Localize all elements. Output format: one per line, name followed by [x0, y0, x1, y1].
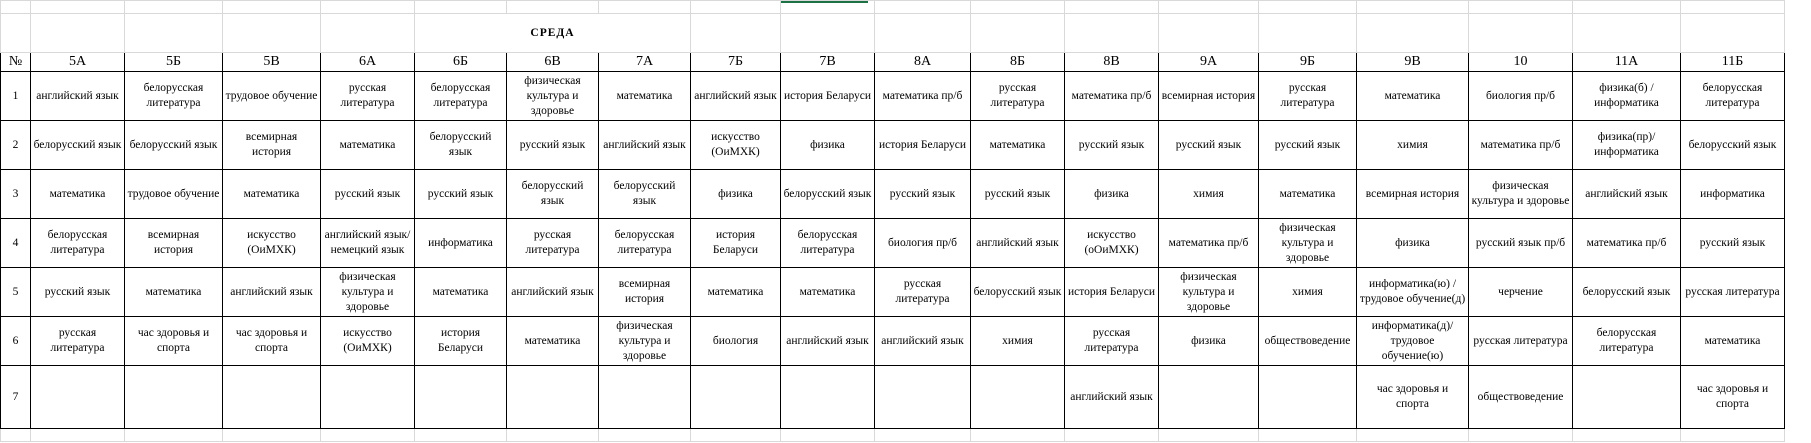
- empty-cell[interactable]: [971, 429, 1065, 442]
- lesson-cell[interactable]: белорусский язык: [971, 268, 1065, 317]
- class-header[interactable]: 5Б: [125, 53, 223, 72]
- lesson-cell[interactable]: история Беларуси: [781, 72, 875, 121]
- empty-cell[interactable]: [415, 1, 507, 14]
- lesson-cell[interactable]: английский язык: [691, 72, 781, 121]
- lesson-cell[interactable]: белорусский язык: [781, 170, 875, 219]
- lesson-cell[interactable]: физическая культура и здоровье: [507, 72, 599, 121]
- lesson-cell[interactable]: физика: [781, 121, 875, 170]
- class-header[interactable]: 9Б: [1259, 53, 1357, 72]
- lesson-cell[interactable]: русская литература: [507, 219, 599, 268]
- empty-cell[interactable]: [1065, 1, 1159, 14]
- day-title[interactable]: СРЕДА: [415, 14, 691, 53]
- lesson-number[interactable]: 6: [1, 317, 31, 366]
- class-header[interactable]: 6В: [507, 53, 599, 72]
- lesson-cell[interactable]: информатика: [415, 219, 507, 268]
- lesson-cell[interactable]: всемирная история: [1357, 170, 1469, 219]
- lesson-cell[interactable]: биология пр/б: [1469, 72, 1573, 121]
- lesson-cell[interactable]: химия: [1259, 268, 1357, 317]
- empty-cell[interactable]: [1159, 1, 1259, 14]
- lesson-cell[interactable]: белорусская литература: [599, 219, 691, 268]
- lesson-cell[interactable]: русская литература: [875, 268, 971, 317]
- lesson-cell[interactable]: [415, 366, 507, 429]
- empty-cell[interactable]: [507, 429, 599, 442]
- lesson-cell[interactable]: математика: [321, 121, 415, 170]
- lesson-cell[interactable]: английский язык: [1065, 366, 1159, 429]
- lesson-cell[interactable]: русская литература: [321, 72, 415, 121]
- lesson-cell[interactable]: белорусская литература: [1681, 72, 1785, 121]
- lesson-cell[interactable]: [599, 366, 691, 429]
- class-header[interactable]: 7А: [599, 53, 691, 72]
- empty-cell[interactable]: [1469, 429, 1573, 442]
- lesson-number[interactable]: 7: [1, 366, 31, 429]
- empty-cell[interactable]: [1681, 429, 1785, 442]
- lesson-cell[interactable]: математика пр/б: [1573, 219, 1681, 268]
- lesson-cell[interactable]: история Беларуси: [691, 219, 781, 268]
- lesson-cell[interactable]: история Беларуси: [875, 121, 971, 170]
- lesson-cell[interactable]: [31, 366, 125, 429]
- lesson-cell[interactable]: русская литература: [31, 317, 125, 366]
- class-header[interactable]: 8Б: [971, 53, 1065, 72]
- lesson-cell[interactable]: всемирная история: [599, 268, 691, 317]
- lesson-cell[interactable]: русский язык: [31, 268, 125, 317]
- lesson-cell[interactable]: трудовое обучение: [223, 72, 321, 121]
- lesson-cell[interactable]: английский язык: [599, 121, 691, 170]
- lesson-cell[interactable]: английский язык: [1573, 170, 1681, 219]
- lesson-cell[interactable]: искусство (ОиМХК): [223, 219, 321, 268]
- empty-cell[interactable]: [31, 14, 125, 53]
- empty-cell[interactable]: [971, 14, 1065, 53]
- lesson-number[interactable]: 2: [1, 121, 31, 170]
- lesson-cell[interactable]: всемирная история: [223, 121, 321, 170]
- empty-cell[interactable]: [223, 1, 321, 14]
- empty-cell[interactable]: [1681, 1, 1785, 14]
- lesson-cell[interactable]: всемирная история: [125, 219, 223, 268]
- empty-cell[interactable]: [1573, 429, 1681, 442]
- lesson-cell[interactable]: информатика: [1681, 170, 1785, 219]
- lesson-cell[interactable]: физика: [1159, 317, 1259, 366]
- lesson-cell[interactable]: физика(б) /информатика: [1573, 72, 1681, 121]
- lesson-cell[interactable]: русская литература: [1469, 317, 1573, 366]
- lesson-cell[interactable]: русская литература: [1681, 268, 1785, 317]
- lesson-cell[interactable]: история Беларуси: [1065, 268, 1159, 317]
- class-header[interactable]: 7Б: [691, 53, 781, 72]
- lesson-cell[interactable]: математика: [781, 268, 875, 317]
- lesson-cell[interactable]: английский язык: [31, 72, 125, 121]
- empty-cell[interactable]: [1357, 1, 1469, 14]
- lesson-cell[interactable]: физическая культура и здоровье: [1469, 170, 1573, 219]
- lesson-cell[interactable]: белорусская литература: [415, 72, 507, 121]
- empty-cell[interactable]: [971, 1, 1065, 14]
- lesson-cell[interactable]: химия: [1159, 170, 1259, 219]
- lesson-cell[interactable]: искусство (ОиМХК): [321, 317, 415, 366]
- lesson-cell[interactable]: [971, 366, 1065, 429]
- lesson-cell[interactable]: русский язык: [1065, 121, 1159, 170]
- lesson-cell[interactable]: физическая культура и здоровье: [1159, 268, 1259, 317]
- lesson-cell[interactable]: белорусская литература: [781, 219, 875, 268]
- lesson-cell[interactable]: русский язык: [1159, 121, 1259, 170]
- lesson-cell[interactable]: математика пр/б: [875, 72, 971, 121]
- lesson-cell[interactable]: математика: [223, 170, 321, 219]
- empty-cell[interactable]: [1159, 14, 1259, 53]
- lesson-cell[interactable]: математика: [1681, 317, 1785, 366]
- class-header[interactable]: 7В: [781, 53, 875, 72]
- lesson-cell[interactable]: белорусский язык: [31, 121, 125, 170]
- lesson-cell[interactable]: физическая культура и здоровье: [599, 317, 691, 366]
- lesson-cell[interactable]: белорусский язык: [1681, 121, 1785, 170]
- empty-cell[interactable]: [1259, 14, 1357, 53]
- lesson-number[interactable]: 1: [1, 72, 31, 121]
- lesson-cell[interactable]: белорусская литература: [125, 72, 223, 121]
- empty-cell[interactable]: [1159, 429, 1259, 442]
- number-header[interactable]: №: [1, 53, 31, 72]
- empty-cell[interactable]: [223, 429, 321, 442]
- lesson-cell[interactable]: математика пр/б: [1159, 219, 1259, 268]
- lesson-cell[interactable]: час здоровья и спорта: [1681, 366, 1785, 429]
- lesson-cell[interactable]: математика пр/б: [1469, 121, 1573, 170]
- lesson-cell[interactable]: час здоровья и спорта: [1357, 366, 1469, 429]
- lesson-cell[interactable]: русская литература: [1065, 317, 1159, 366]
- lesson-cell[interactable]: белорусский язык: [599, 170, 691, 219]
- lesson-cell[interactable]: русский язык пр/б: [1469, 219, 1573, 268]
- lesson-cell[interactable]: русская литература: [1259, 72, 1357, 121]
- lesson-number[interactable]: 3: [1, 170, 31, 219]
- empty-cell[interactable]: [691, 1, 781, 14]
- lesson-cell[interactable]: русский язык: [321, 170, 415, 219]
- lesson-cell[interactable]: русский язык: [971, 170, 1065, 219]
- lesson-cell[interactable]: физика: [691, 170, 781, 219]
- lesson-cell[interactable]: [1259, 366, 1357, 429]
- empty-cell[interactable]: [321, 429, 415, 442]
- empty-cell[interactable]: [321, 14, 415, 53]
- lesson-cell[interactable]: час здоровья и спорта: [223, 317, 321, 366]
- lesson-cell[interactable]: всемирная история: [1159, 72, 1259, 121]
- lesson-cell[interactable]: математика: [599, 72, 691, 121]
- empty-cell[interactable]: [1065, 429, 1159, 442]
- lesson-cell[interactable]: белорусский язык: [415, 121, 507, 170]
- empty-cell[interactable]: [125, 14, 223, 53]
- lesson-cell[interactable]: русская литература: [971, 72, 1065, 121]
- lesson-cell[interactable]: английский язык: [971, 219, 1065, 268]
- lesson-cell[interactable]: [507, 366, 599, 429]
- lesson-cell[interactable]: информатика(ю) /трудовое обучение(д): [1357, 268, 1469, 317]
- class-header[interactable]: 8А: [875, 53, 971, 72]
- lesson-cell[interactable]: [321, 366, 415, 429]
- lesson-cell[interactable]: русский язык: [415, 170, 507, 219]
- empty-cell[interactable]: [1573, 1, 1681, 14]
- lesson-cell[interactable]: английский язык: [223, 268, 321, 317]
- lesson-cell[interactable]: информатика(д)/ трудовое обучение(ю): [1357, 317, 1469, 366]
- empty-cell[interactable]: [1, 429, 31, 442]
- lesson-cell[interactable]: английский язык/немецкий язык: [321, 219, 415, 268]
- empty-cell[interactable]: [31, 1, 125, 14]
- empty-cell[interactable]: [691, 429, 781, 442]
- lesson-cell[interactable]: [875, 366, 971, 429]
- empty-cell[interactable]: [1065, 14, 1159, 53]
- class-header[interactable]: 9В: [1357, 53, 1469, 72]
- lesson-cell[interactable]: математика: [507, 317, 599, 366]
- class-header[interactable]: 5А: [31, 53, 125, 72]
- lesson-cell[interactable]: черчение: [1469, 268, 1573, 317]
- empty-cell[interactable]: [1573, 14, 1681, 53]
- empty-cell[interactable]: [1681, 14, 1785, 53]
- lesson-cell[interactable]: математика: [31, 170, 125, 219]
- empty-cell[interactable]: [781, 14, 875, 53]
- lesson-cell[interactable]: математика: [1357, 72, 1469, 121]
- lesson-cell[interactable]: обществоведение: [1259, 317, 1357, 366]
- lesson-cell[interactable]: физическая культура и здоровье: [1259, 219, 1357, 268]
- class-header[interactable]: 9А: [1159, 53, 1259, 72]
- lesson-cell[interactable]: русский язык: [1681, 219, 1785, 268]
- lesson-cell[interactable]: [1159, 366, 1259, 429]
- class-header[interactable]: 8В: [1065, 53, 1159, 72]
- empty-cell[interactable]: [1469, 14, 1573, 53]
- lesson-number[interactable]: 5: [1, 268, 31, 317]
- empty-cell[interactable]: [125, 1, 223, 14]
- class-header[interactable]: 11Б: [1681, 53, 1785, 72]
- lesson-cell[interactable]: математика пр/б: [1065, 72, 1159, 121]
- lesson-cell[interactable]: химия: [1357, 121, 1469, 170]
- class-header[interactable]: 5В: [223, 53, 321, 72]
- lesson-cell[interactable]: биология пр/б: [875, 219, 971, 268]
- lesson-cell[interactable]: математика: [1259, 170, 1357, 219]
- lesson-cell[interactable]: белорусская литература: [31, 219, 125, 268]
- empty-cell[interactable]: [1259, 1, 1357, 14]
- lesson-cell[interactable]: биология: [691, 317, 781, 366]
- empty-cell[interactable]: [875, 14, 971, 53]
- lesson-cell[interactable]: [691, 366, 781, 429]
- empty-cell[interactable]: [1469, 1, 1573, 14]
- lesson-cell[interactable]: русский язык: [875, 170, 971, 219]
- lesson-cell[interactable]: белорусский язык: [507, 170, 599, 219]
- lesson-cell[interactable]: математика: [415, 268, 507, 317]
- lesson-cell[interactable]: математика: [971, 121, 1065, 170]
- lesson-cell[interactable]: русский язык: [1259, 121, 1357, 170]
- empty-cell[interactable]: [415, 429, 507, 442]
- empty-cell[interactable]: [875, 1, 971, 14]
- lesson-cell[interactable]: белорусский язык: [1573, 268, 1681, 317]
- class-header[interactable]: 6Б: [415, 53, 507, 72]
- class-header[interactable]: 6А: [321, 53, 415, 72]
- class-header[interactable]: 10: [1469, 53, 1573, 72]
- empty-cell[interactable]: [1, 1, 31, 14]
- lesson-cell[interactable]: час здоровья и спорта: [125, 317, 223, 366]
- lesson-cell[interactable]: обществоведение: [1469, 366, 1573, 429]
- lesson-cell[interactable]: химия: [971, 317, 1065, 366]
- lesson-cell[interactable]: [125, 366, 223, 429]
- empty-cell[interactable]: [223, 14, 321, 53]
- empty-cell[interactable]: [1, 14, 31, 53]
- lesson-cell[interactable]: белорусский язык: [125, 121, 223, 170]
- lesson-cell[interactable]: английский язык: [781, 317, 875, 366]
- lesson-cell[interactable]: английский язык: [507, 268, 599, 317]
- lesson-cell[interactable]: история Беларуси: [415, 317, 507, 366]
- class-header[interactable]: 11А: [1573, 53, 1681, 72]
- empty-cell[interactable]: [1357, 429, 1469, 442]
- lesson-cell[interactable]: русский язык: [507, 121, 599, 170]
- lesson-cell[interactable]: [781, 366, 875, 429]
- lesson-cell[interactable]: английский язык: [875, 317, 971, 366]
- empty-cell[interactable]: [599, 429, 691, 442]
- empty-cell[interactable]: [321, 1, 415, 14]
- empty-cell[interactable]: [599, 1, 691, 14]
- lesson-cell[interactable]: математика: [125, 268, 223, 317]
- empty-cell[interactable]: [507, 1, 599, 14]
- lesson-cell[interactable]: физика: [1357, 219, 1469, 268]
- lesson-cell[interactable]: физическая культура и здоровье: [321, 268, 415, 317]
- lesson-cell[interactable]: белорусская литература: [1573, 317, 1681, 366]
- empty-cell[interactable]: [125, 429, 223, 442]
- lesson-cell[interactable]: искусство (оОиМХК): [1065, 219, 1159, 268]
- empty-cell[interactable]: [781, 429, 875, 442]
- empty-cell[interactable]: [691, 14, 781, 53]
- lesson-cell[interactable]: трудовое обучение: [125, 170, 223, 219]
- lesson-cell[interactable]: [1573, 366, 1681, 429]
- lesson-number[interactable]: 4: [1, 219, 31, 268]
- lesson-cell[interactable]: [223, 366, 321, 429]
- empty-cell[interactable]: [1259, 429, 1357, 442]
- empty-cell[interactable]: [781, 1, 875, 14]
- empty-cell[interactable]: [1357, 14, 1469, 53]
- lesson-cell[interactable]: физика(пр)/ информатика: [1573, 121, 1681, 170]
- empty-cell[interactable]: [875, 429, 971, 442]
- lesson-cell[interactable]: математика: [691, 268, 781, 317]
- empty-cell[interactable]: [31, 429, 125, 442]
- lesson-cell[interactable]: искусство (ОиМХК): [691, 121, 781, 170]
- lesson-cell[interactable]: физика: [1065, 170, 1159, 219]
